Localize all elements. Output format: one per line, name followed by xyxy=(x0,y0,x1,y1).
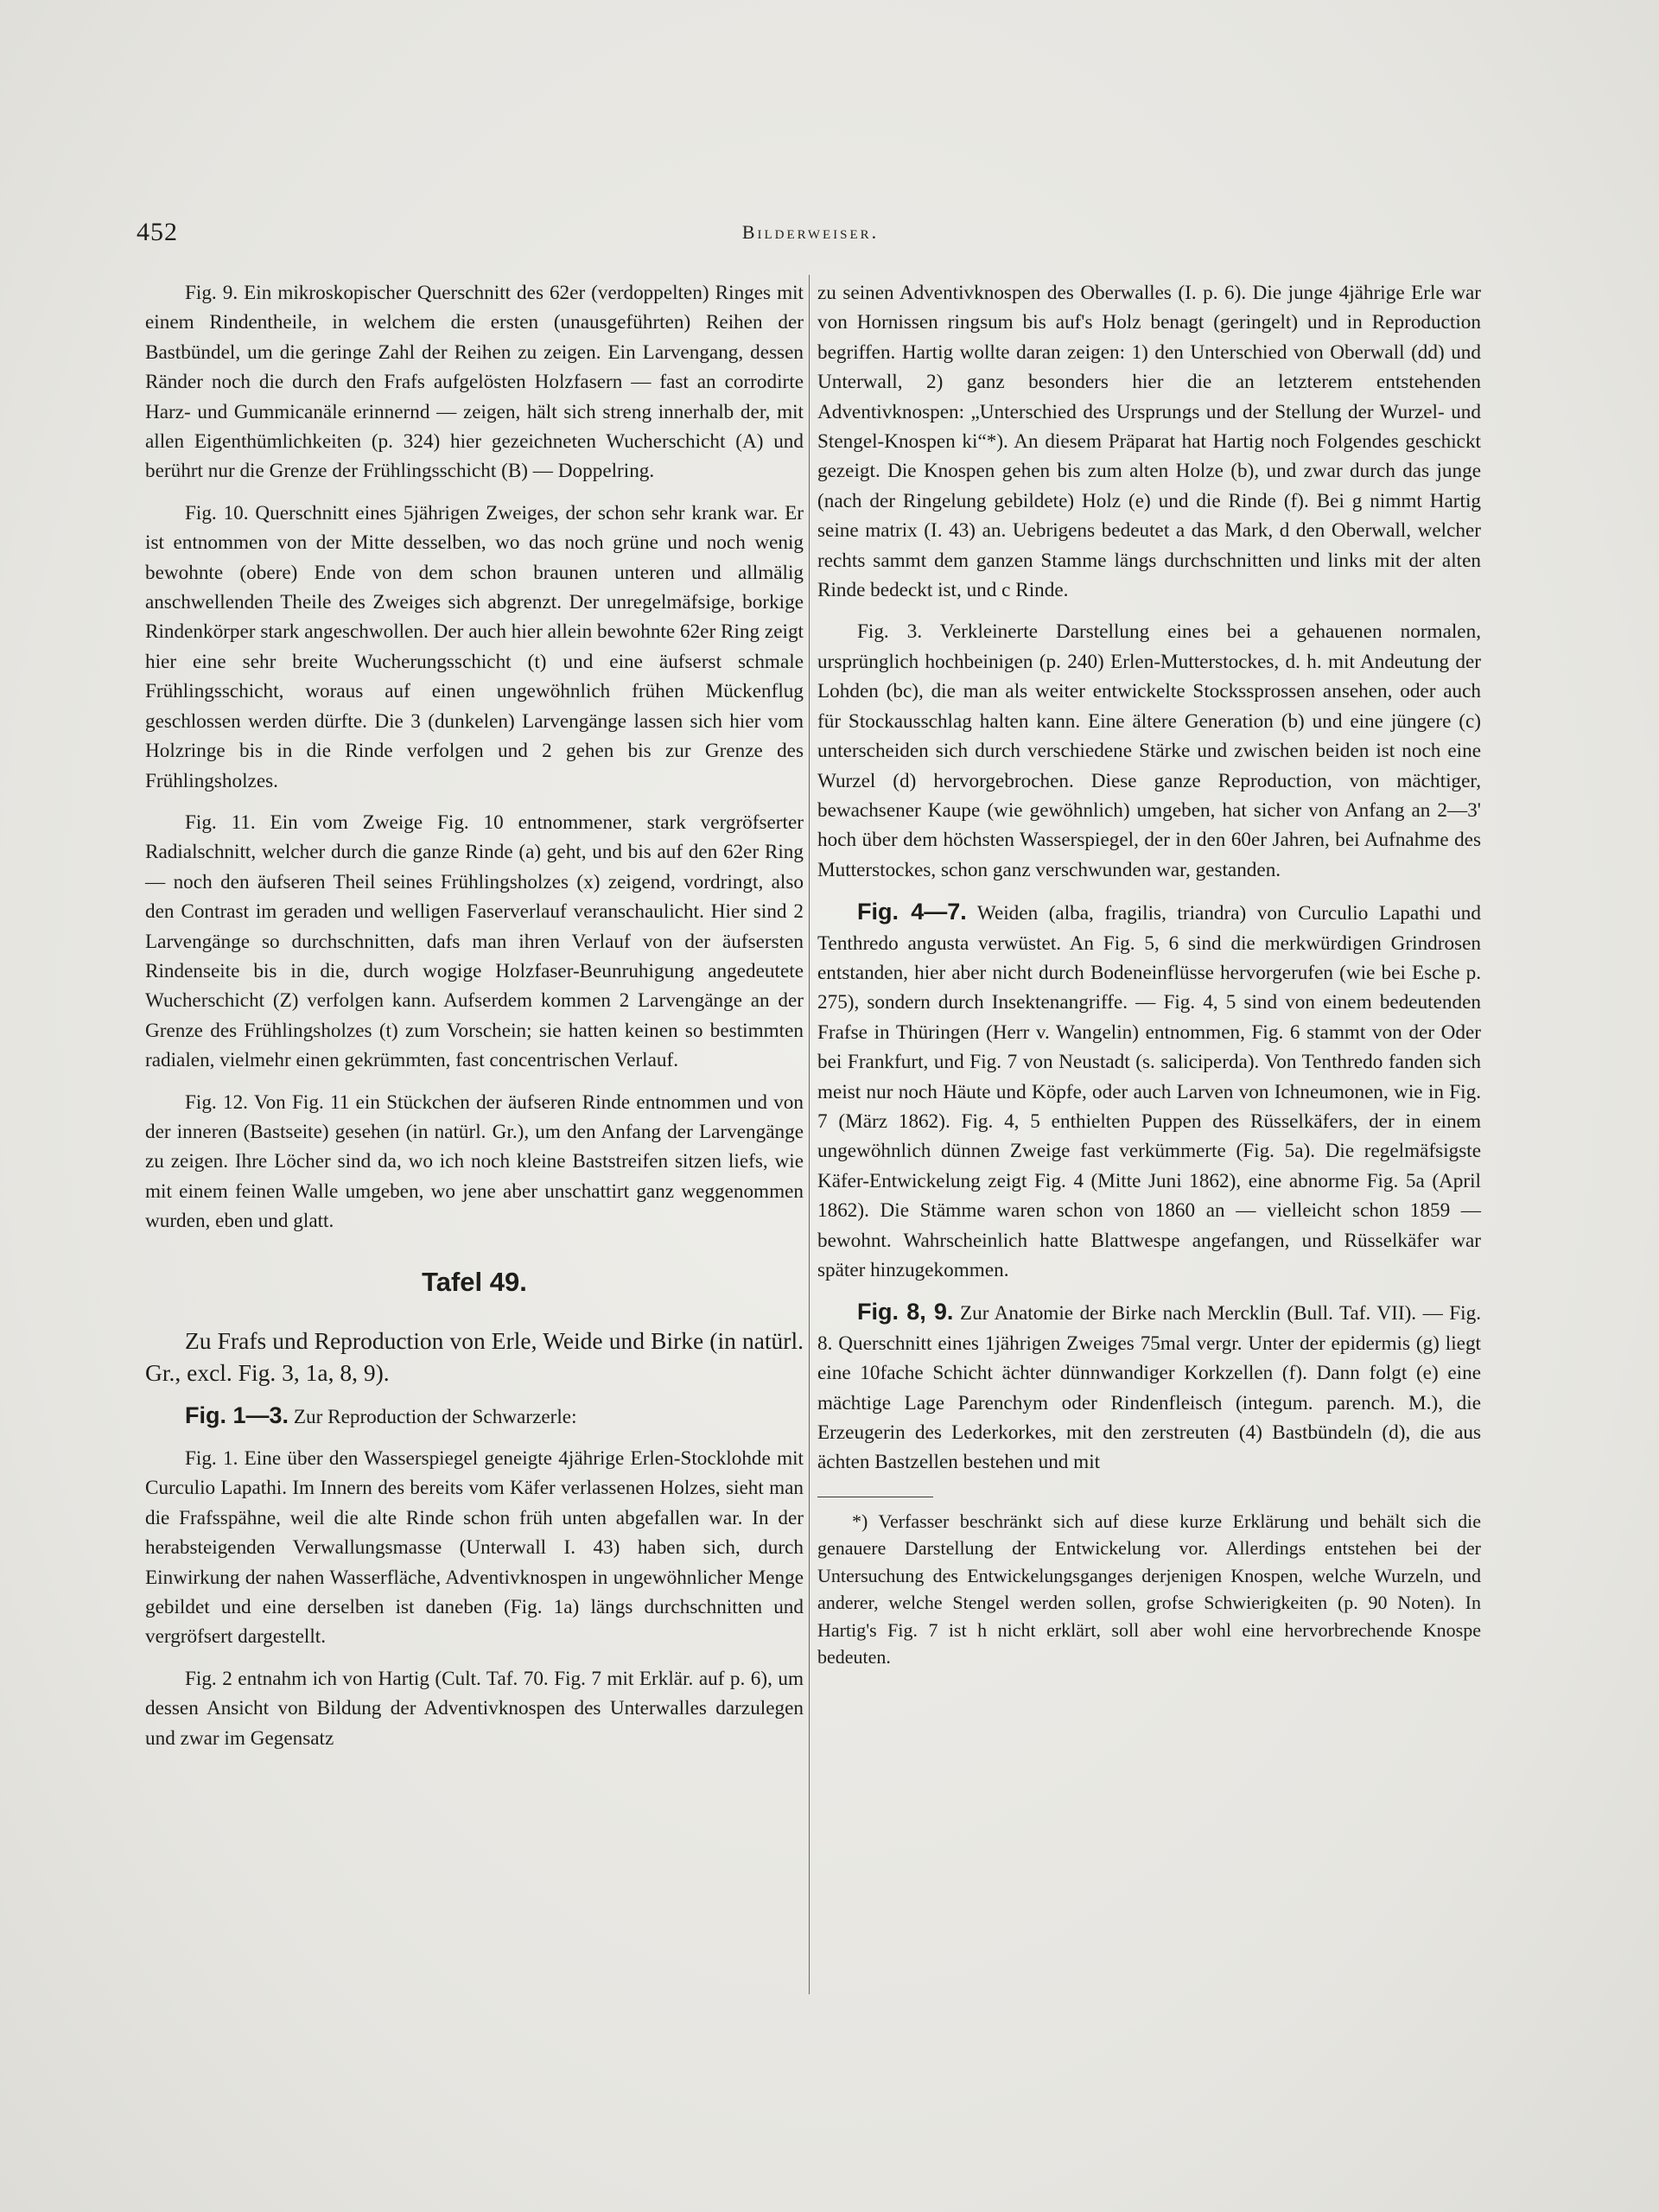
footnote: *) Verfasser beschränkt sich auf diese kurze Erklärung und behält sich die genauere Darstellung der Entwickelung vor. Allerdings entstehen bei der Untersuchung des Entwickelungsganges derjenigen Knospen, welche Wurzeln, und anderer, welche Stengel werden sollen, grofse Schwierigkeiten (p. 90 Noten). In Hartig's Fig. 7 ist h nicht erklärt, soll aber wohl eine hervorbrechende Knospe bedeuten. xyxy=(817,1510,1481,1669)
paragraph-fig11: Fig. 11. Ein vom Zweige Fig. 10 entnommener, stark vergröfserter Radialschnitt, welcher durch die ganze Rinde (a) geht, und bis auf den 62er Ring — noch den äufseren Theil seines Frühlingsholzes (x) zeigend, vordringt, also den Contrast im geraden und welligen Faserverlauf veranschaulicht. Hier sind 2 Larvengänge so durchschnitten, dafs man ihren Verlauf von der äufsersten Rindenseite bis in die, durch wogige Holzfaser-Beunruhigung angedeutete Wucherschicht (Z) verfolgen kann. Aufserdem kommen 2 Larvengänge an der Grenze des Frühlingsholzes (t) zum Vorschein; sie hatten keinen so bestimmten radialen, vielmehr einen gekrümmten, fast concentrischen Verlauf. xyxy=(145,810,804,1072)
fig1-3-label: Fig. 1—3. xyxy=(185,1402,289,1428)
paragraph-fig2-continued: zu seinen Adventivknospen des Oberwalles (I. p. 6). Die junge 4jährige Erle war von Hornissen ringsum bis auf's Holz benagt (geringelt) und in Reproduction begriffen. Hartig wollte daran zeigen: 1) den Unterschied von Oberwall (dd) und Unterwall, 2) ganz besonders hier die an letzterem entstehenden Adventivknospen: „Unterschied des Ursprungs und der Stellung der Wurzel- und Stengel-Knospen ki“*). An diesem Präparat hat Hartig noch Folgendes geschickt gezeigt. Die Knospen gehen bis zum alten Holze (b), und zwar durch das junge (nach der Ringelung gebildete) Holz (e) und die Rinde (f). Bei g nimmt Hartig seine matrix (I. 43) an. Uebrigens bedeutet a das Mark, d den Oberwall, welcher rechts sammt dem ganzen Stamme längs durchschnitten und links mit der alten Rinde bedeckt ist, und c Rinde. xyxy=(817,282,1481,602)
page-header xyxy=(137,218,1484,252)
right-column xyxy=(817,278,1481,1683)
paragraph-fig8-9-block xyxy=(817,1297,1481,1477)
paragraph-fig3: Fig. 3. Verkleinerte Darstellung eines bei a gehauenen normalen, ursprünglich hochbeinigen (p. 240) Erlen-Mutterstockes, d. h. mit Andeutung der Lohden (bc), die man als weiter entwickelte Stockssprossen ansehen, oder auch für Stockausschlag halten kann. Eine ältere Generation (b) und eine jüngere (c) unterscheiden sich durch verschiedene Stärke und zwischen beiden ist noch eine Wurzel (d) hervorgebrochen. Diese ganze Reproduction, von mächtiger, bewachsener Kaupe (wie gewöhnlich) umgeben, hat sicher von Anfang an 2—3' hoch über dem höchsten Wasserspiegel, der in den 60er Jahren, bei Aufnahme des Mutterstockes, schon ganz verschwunden war, gestanden. xyxy=(817,620,1481,881)
fig1-3-caption: Zur Reproduction der Schwarzerle: xyxy=(293,1405,577,1428)
column-divider xyxy=(809,275,810,1994)
paragraph-fig9: Fig. 9. Ein mikroskopischer Querschnitt des 62er (verdoppelten) Ringes mit einem Rindentheile, in welchem die ersten (unausgeführten) Reihen der Bastbündel, um die geringe Zahl der Reihen zu zeigen. Ein Larvengang, dessen Ränder noch die durch den Frafs aufgelösten Holzfasern — fast an corrodirte Harz- und Gummicanäle erinnernd — zeigen, hält sich streng innerhalb der, mit allen Eigenthümlichkeiten (p. 324) hier gezeichneten Wucherschicht (A) und berührt nur die Grenze der Frühlingsschicht (B) — Doppelring. xyxy=(145,282,804,483)
paragraph-fig4-7: Weiden (alba, fragilis, triandra) von Curculio Lapathi und Tenthredo angusta verwüstet. An Fig. 5, 6 sind die merkwürdigen Grindrosen entstanden, hier aber nicht durch Bodeneinflüsse hervorgerufen (wie bei Esche p. 275), sondern durch Insektenangriffe. — Fig. 4, 5 sind von einem bedeutenden Frafse in Thüringen (Herr v. Wangelin) entnommen, Fig. 6 stammt von der Oder bei Frankfurt, und Fig. 7 von Neustadt (s. saliciperda). Von Tenthredo fanden sich meist nur noch Häute und Köpfe, oder auch Larven von Ichneumonen, wie in Fig. 7 (März 1862). Fig. 4, 5 enthielten Puppen des Rüsselkäfers, der in einem ungewöhnlich dünnen Zweige fast verkümmerte (Fig. 5a). Die regelmäfsigste Käfer-Entwickelung zeigt Fig. 4 (Mitte Juni 1862), eine abnorme Fig. 5a (April 1862). Die Stämme waren schon von 1860 an — vielleicht schon 1859 — bewohnt. Wahrscheinlich hatte Blattwespe angefangen, und Rüsselkäfer war später hinzugekommen. xyxy=(817,902,1481,1281)
running-title: Bilderweiser. xyxy=(741,221,880,243)
paragraph-fig12: Fig. 12. Von Fig. 11 ein Stückchen der äufseren Rinde entnommen und von der inneren (Bastseite) gesehen (in natürl. Gr.), um den Anfang der Larvengänge zu zeigen. Ihre Löcher sind da, wo ich noch kleine Baststreifen sitzen liefs, wie mit einem feinen Walle umgeben, wo jene aber unschattirt ganz weggenommen wurden, eben und glatt. xyxy=(145,1090,804,1233)
section-heading-tafel: Tafel 49. xyxy=(422,1266,527,1297)
left-column xyxy=(145,278,804,1765)
page-number: 452 xyxy=(137,218,178,246)
paragraph-fig8-9: Zur Anatomie der Birke nach Mercklin (Bull. Taf. VII). — Fig. 8. Querschnitt eines 1jährigen Zweiges 75mal vergr. Unter der epidermis (g) liegt eine 10fache Schicht ächter dünnwandiger Korkzellen (f). Dann folgt (e) eine mächtige Lage Parenchym oder Rindenfleisch (integum. parench. M.), die Erzeugerin des Lederkorkes, mit den zerstreuten (4) Bastbündeln (d), die aus ächten Bastzellen bestehen und mit xyxy=(817,1302,1482,1474)
fig4-7-label: Fig. 4—7. xyxy=(857,899,967,925)
paragraph-fig2: Fig. 2 entnahm ich von Hartig (Cult. Taf. 70. Fig. 7 mit Erklär. auf p. 6), um dessen Ansicht von Bildung der Adventivknospen des Unterwalles darzulegen und zwar im Gegensatz xyxy=(145,1667,804,1750)
fig8-9-label: Fig. 8, 9. xyxy=(857,1299,954,1325)
paragraph-fig10: Fig. 10. Querschnitt eines 5jährigen Zweiges, der schon sehr krank war. Er ist entnommen von der Mitte desselben, wo das noch grüne und noch wenig bewohnte (obere) Ende von dem schon braunen unteren und allmälig anschwellenden Theile des Zweiges sich abgrenzt. Der unregelmäfsige, borkige Rindenkörper stark angeschwollen. Der auch hier allein bewohnte 62er Ring zeigt hier eine sehr breite Wucherungsschicht (t) und eine äufserst schmale Frühlingsschicht, woraus auf einen ungewöhnlich frühen Mückenflug geschlossen werden dürfte. Die 3 (dunkelen) Larvengänge lassen sich hier vom Holzringe bis in die Rinde verfolgen und 2 gehen bis zur Grenze des Frühlingsholzes. xyxy=(145,501,804,792)
tafel-subtitle: Zu Frafs und Reproduction von Erle, Weide und Birke (in natürl. Gr., excl. Fig. 3, 1a, 8, 9). xyxy=(145,1326,804,1386)
paragraph-fig1: Fig. 1. Eine über den Wasserspiegel geneigte 4jährige Erlen-Stocklohde mit Curculio Lapathi. Im Innern des bereits vom Käfer verlassenen Holzes, sieht man die Frafsspähne, weil die alte Rinde schon früh unten abgefallen war. In der herabsteigenden Verwallungsmasse (Unterwall I. 43) haben sich, durch Einwirkung der nahen Wasserfläche, Adventivknospen in ungewöhnlicher Menge gebildet und eine derselben ist daneben (Fig. 1a) längs durchschnitten und vergröfsert dargestellt. xyxy=(145,1447,804,1649)
paragraph-fig4-7-block xyxy=(817,897,1481,1285)
fig1-3-heading-line xyxy=(145,1401,804,1432)
